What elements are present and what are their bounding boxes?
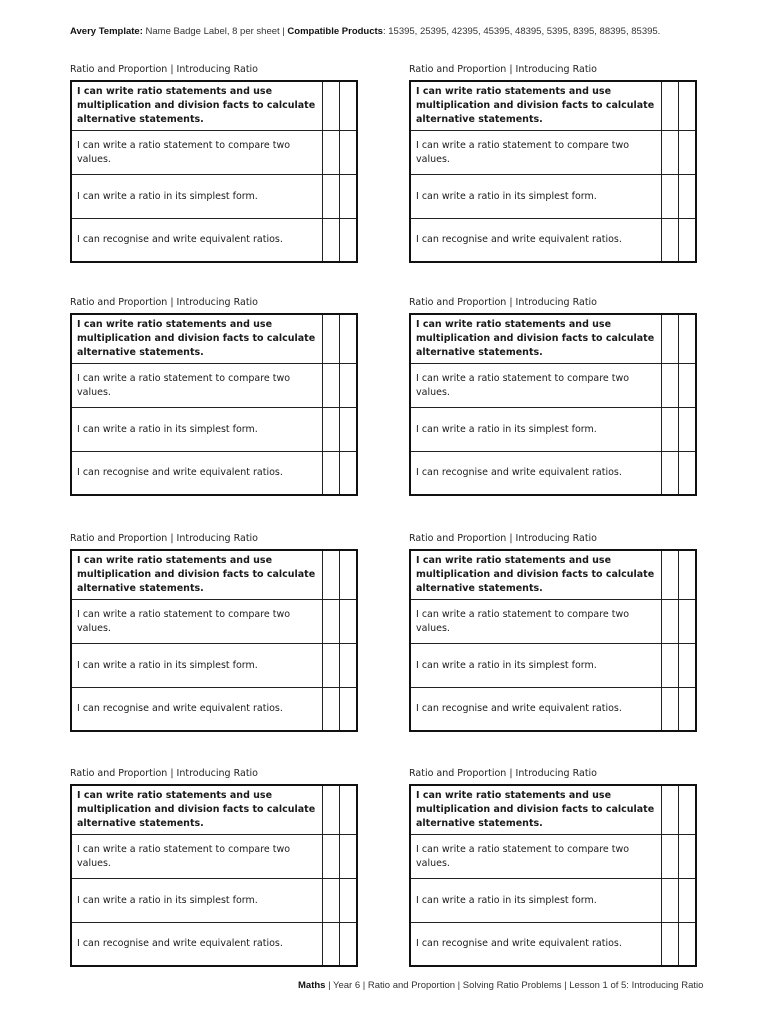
template-label: Avery Template: bbox=[70, 26, 143, 37]
page-footer bbox=[298, 980, 703, 991]
tick-box[interactable] bbox=[678, 452, 696, 496]
tick-box[interactable] bbox=[661, 550, 678, 600]
tick-box[interactable] bbox=[678, 600, 696, 644]
tick-box[interactable] bbox=[661, 644, 678, 688]
statement-text: I can write a ratio statement to compare two values. bbox=[410, 835, 661, 879]
badge-label-1 bbox=[70, 64, 360, 263]
checklist-row bbox=[410, 644, 696, 688]
checklist-row bbox=[410, 364, 696, 408]
checklist-row bbox=[71, 600, 357, 644]
checklist-table bbox=[409, 313, 697, 496]
checklist-row bbox=[410, 314, 696, 364]
tick-box[interactable] bbox=[661, 785, 678, 835]
tick-box[interactable] bbox=[678, 175, 696, 219]
statement-text: I can write a ratio statement to compare two values. bbox=[410, 600, 661, 644]
tick-box[interactable] bbox=[661, 131, 678, 175]
statement-text: I can write ratio statements and use multiplication and division facts to calculate alternative statements. bbox=[410, 314, 661, 364]
statement-text: I can write a ratio in its simplest form. bbox=[71, 408, 322, 452]
tick-box[interactable] bbox=[661, 600, 678, 644]
tick-box[interactable] bbox=[322, 219, 339, 263]
checklist-row bbox=[71, 81, 357, 131]
label-title: Ratio and Proportion | Introducing Ratio bbox=[409, 768, 597, 779]
checklist-table bbox=[70, 313, 358, 496]
statement-text: I can write ratio statements and use multiplication and division facts to calculate alternative statements. bbox=[71, 81, 322, 131]
statement-text: I can recognise and write equivalent ratios. bbox=[410, 219, 661, 263]
tick-box[interactable] bbox=[339, 81, 357, 131]
badge-label-5 bbox=[70, 533, 360, 732]
statement-text: I can write a ratio statement to compare two values. bbox=[71, 131, 322, 175]
tick-box[interactable] bbox=[678, 364, 696, 408]
statement-text: I can write ratio statements and use multiplication and division facts to calculate alternative statements. bbox=[410, 785, 661, 835]
tick-box[interactable] bbox=[339, 408, 357, 452]
statement-text: I can write a ratio statement to compare two values. bbox=[71, 600, 322, 644]
tick-box[interactable] bbox=[322, 452, 339, 496]
checklist-row bbox=[410, 219, 696, 263]
tick-box[interactable] bbox=[339, 314, 357, 364]
tick-box[interactable] bbox=[661, 408, 678, 452]
tick-box[interactable] bbox=[339, 131, 357, 175]
checklist-row bbox=[71, 923, 357, 967]
checklist-row bbox=[71, 452, 357, 496]
tick-box[interactable] bbox=[322, 550, 339, 600]
checklist-row bbox=[71, 314, 357, 364]
statement-text: I can write ratio statements and use multiplication and division facts to calculate alternative statements. bbox=[410, 81, 661, 131]
statement-text: I can write ratio statements and use multiplication and division facts to calculate alternative statements. bbox=[71, 314, 322, 364]
statement-text: I can recognise and write equivalent ratios. bbox=[71, 452, 322, 496]
badge-label-2 bbox=[409, 64, 699, 263]
label-title: Ratio and Proportion | Introducing Ratio bbox=[409, 533, 597, 544]
tick-box[interactable] bbox=[322, 600, 339, 644]
tick-box[interactable] bbox=[322, 879, 339, 923]
tick-box[interactable] bbox=[678, 314, 696, 364]
checklist-table bbox=[70, 549, 358, 732]
tick-box[interactable] bbox=[322, 835, 339, 879]
compatible-products-label: Compatible Products bbox=[287, 26, 383, 37]
statement-text: I can write a ratio statement to compare two values. bbox=[71, 835, 322, 879]
tick-box[interactable] bbox=[322, 923, 339, 967]
tick-box[interactable] bbox=[339, 452, 357, 496]
checklist-row bbox=[71, 785, 357, 835]
checklist-row bbox=[410, 835, 696, 879]
tick-box[interactable] bbox=[339, 644, 357, 688]
checklist-row bbox=[71, 688, 357, 732]
badge-label-8 bbox=[409, 768, 699, 967]
label-title: Ratio and Proportion | Introducing Ratio bbox=[70, 297, 258, 308]
checklist-row bbox=[410, 408, 696, 452]
checklist-row bbox=[71, 408, 357, 452]
tick-box[interactable] bbox=[678, 879, 696, 923]
template-value: Name Badge Label, 8 per sheet | bbox=[142, 26, 288, 37]
tick-box[interactable] bbox=[322, 81, 339, 131]
checklist-table bbox=[409, 549, 697, 732]
statement-text: I can recognise and write equivalent ratios. bbox=[410, 923, 661, 967]
footer-details: | Year 6 | Ratio and Proportion | Solving Ratio Problems | Lesson 1 of 5: Introducing Ratio bbox=[325, 980, 704, 991]
tick-box[interactable] bbox=[678, 219, 696, 263]
checklist-table bbox=[70, 80, 358, 263]
label-title: Ratio and Proportion | Introducing Ratio bbox=[70, 64, 258, 75]
tick-box[interactable] bbox=[678, 785, 696, 835]
tick-box[interactable] bbox=[339, 600, 357, 644]
statement-text: I can write a ratio statement to compare two values. bbox=[410, 364, 661, 408]
tick-box[interactable] bbox=[339, 879, 357, 923]
tick-box[interactable] bbox=[678, 835, 696, 879]
label-title: Ratio and Proportion | Introducing Ratio bbox=[70, 768, 258, 779]
statement-text: I can write a ratio in its simplest form. bbox=[410, 644, 661, 688]
statement-text: I can write a ratio in its simplest form. bbox=[410, 175, 661, 219]
label-title: Ratio and Proportion | Introducing Ratio bbox=[409, 297, 597, 308]
tick-box[interactable] bbox=[322, 408, 339, 452]
statement-text: I can write ratio statements and use multiplication and division facts to calculate alternative statements. bbox=[410, 550, 661, 600]
checklist-row bbox=[71, 219, 357, 263]
statement-text: I can recognise and write equivalent ratios. bbox=[410, 452, 661, 496]
tick-box[interactable] bbox=[678, 550, 696, 600]
label-title: Ratio and Proportion | Introducing Ratio bbox=[70, 533, 258, 544]
checklist-row bbox=[410, 81, 696, 131]
compatible-products-value: : 15395, 25395, 42395, 45395, 48395, 5395, 8395, 88395, 85395. bbox=[382, 26, 661, 37]
tick-box[interactable] bbox=[339, 785, 357, 835]
checklist-row bbox=[410, 131, 696, 175]
statement-text: I can recognise and write equivalent ratios. bbox=[71, 923, 322, 967]
statement-text: I can write a ratio statement to compare two values. bbox=[410, 131, 661, 175]
checklist-row bbox=[410, 452, 696, 496]
tick-box[interactable] bbox=[339, 923, 357, 967]
statement-text: I can write a ratio in its simplest form. bbox=[410, 879, 661, 923]
statement-text: I can recognise and write equivalent ratios. bbox=[71, 219, 322, 263]
tick-box[interactable] bbox=[339, 688, 357, 732]
label-title: Ratio and Proportion | Introducing Ratio bbox=[409, 64, 597, 75]
statement-text: I can write a ratio statement to compare two values. bbox=[71, 364, 322, 408]
tick-box[interactable] bbox=[322, 644, 339, 688]
tick-box[interactable] bbox=[661, 219, 678, 263]
tick-box[interactable] bbox=[322, 688, 339, 732]
tick-box[interactable] bbox=[661, 688, 678, 732]
tick-box[interactable] bbox=[322, 131, 339, 175]
checklist-row bbox=[410, 879, 696, 923]
tick-box[interactable] bbox=[322, 364, 339, 408]
checklist-row bbox=[71, 550, 357, 600]
checklist-row bbox=[71, 644, 357, 688]
tick-box[interactable] bbox=[661, 364, 678, 408]
tick-box[interactable] bbox=[339, 550, 357, 600]
checklist-row bbox=[71, 175, 357, 219]
tick-box[interactable] bbox=[339, 175, 357, 219]
tick-box[interactable] bbox=[322, 785, 339, 835]
checklist-row bbox=[71, 835, 357, 879]
badge-label-6 bbox=[409, 533, 699, 732]
checklist-table bbox=[409, 784, 697, 967]
tick-box[interactable] bbox=[678, 408, 696, 452]
checklist-row bbox=[71, 364, 357, 408]
avery-template-header bbox=[70, 26, 660, 37]
checklist-table bbox=[70, 784, 358, 967]
statement-text: I can write a ratio in its simplest form. bbox=[71, 879, 322, 923]
tick-box[interactable] bbox=[661, 314, 678, 364]
tick-box[interactable] bbox=[678, 131, 696, 175]
tick-box[interactable] bbox=[339, 219, 357, 263]
tick-box[interactable] bbox=[661, 923, 678, 967]
badge-label-7 bbox=[70, 768, 360, 967]
statement-text: I can recognise and write equivalent ratios. bbox=[410, 688, 661, 732]
checklist-row bbox=[410, 785, 696, 835]
tick-box[interactable] bbox=[678, 688, 696, 732]
checklist-row bbox=[410, 688, 696, 732]
tick-box[interactable] bbox=[661, 452, 678, 496]
tick-box[interactable] bbox=[661, 835, 678, 879]
checklist-row bbox=[410, 923, 696, 967]
statement-text: I can write a ratio in its simplest form. bbox=[71, 175, 322, 219]
checklist-row bbox=[71, 879, 357, 923]
checklist-row bbox=[410, 550, 696, 600]
tick-box[interactable] bbox=[339, 364, 357, 408]
tick-box[interactable] bbox=[339, 835, 357, 879]
checklist-row bbox=[410, 175, 696, 219]
statement-text: I can write ratio statements and use multiplication and division facts to calculate alternative statements. bbox=[71, 550, 322, 600]
badge-label-4 bbox=[409, 297, 699, 496]
badge-label-3 bbox=[70, 297, 360, 496]
tick-box[interactable] bbox=[678, 923, 696, 967]
statement-text: I can write a ratio in its simplest form. bbox=[71, 644, 322, 688]
tick-box[interactable] bbox=[678, 81, 696, 131]
tick-box[interactable] bbox=[322, 175, 339, 219]
footer-subject: Maths bbox=[298, 980, 326, 991]
tick-box[interactable] bbox=[661, 81, 678, 131]
checklist-table bbox=[409, 80, 697, 263]
statement-text: I can write ratio statements and use multiplication and division facts to calculate alternative statements. bbox=[71, 785, 322, 835]
tick-box[interactable] bbox=[322, 314, 339, 364]
statement-text: I can recognise and write equivalent ratios. bbox=[71, 688, 322, 732]
tick-box[interactable] bbox=[661, 879, 678, 923]
tick-box[interactable] bbox=[661, 175, 678, 219]
tick-box[interactable] bbox=[678, 644, 696, 688]
checklist-row bbox=[71, 131, 357, 175]
statement-text: I can write a ratio in its simplest form. bbox=[410, 408, 661, 452]
checklist-row bbox=[410, 600, 696, 644]
